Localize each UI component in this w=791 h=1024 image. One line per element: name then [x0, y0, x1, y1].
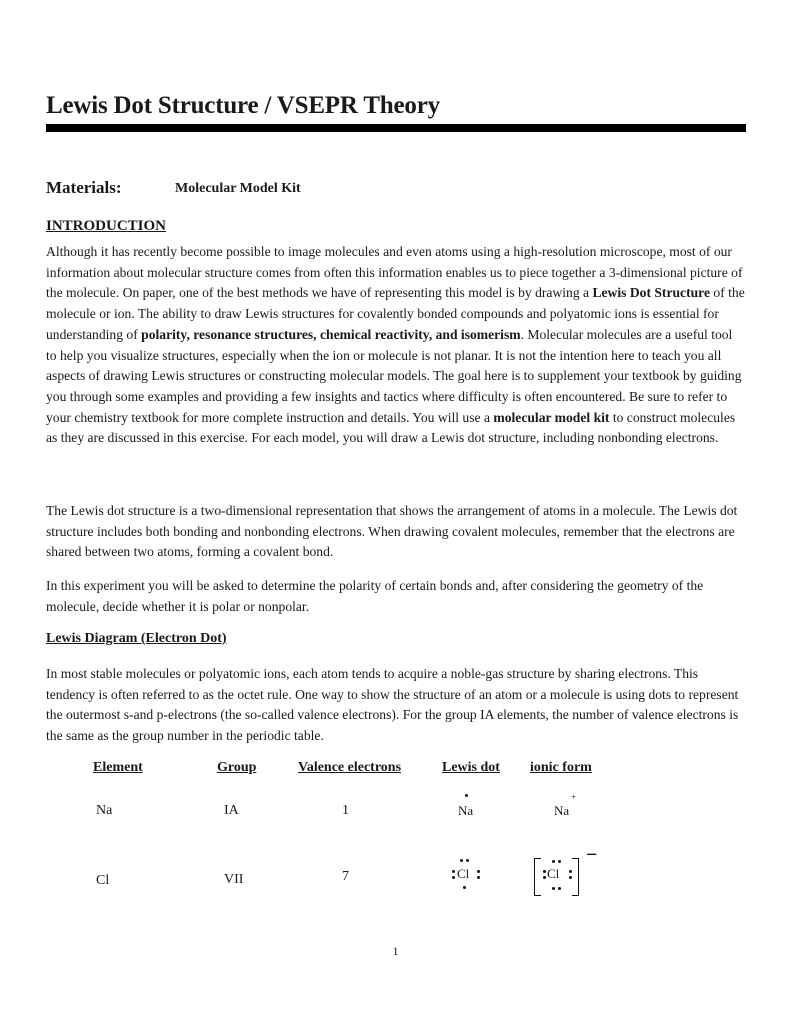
materials-value: Molecular Model Kit: [175, 181, 301, 196]
column-header-valence: Valence electrons: [298, 760, 402, 775]
group-cell: IA: [224, 803, 239, 818]
page-title: Lewis Dot Structure / VSEPR Theory: [46, 92, 440, 119]
valence-cell: 1: [342, 803, 349, 818]
lewis-paragraph: In most stable molecules or polyatomic ions, each atom tends to acquire a noble-gas structure by sharing electrons. This tendency is often referred to as the octet rule. One way to show the structure of an atom or a molecule is using dots to represent the outermost s-and p-electrons (the so-called valence electrons). For the group IA elements, the number of valence electrons is the same as the group number in the periodic table.: [46, 666, 739, 744]
column-header-ionic-form: ionic form: [530, 760, 592, 775]
element-cell: Na: [96, 803, 113, 818]
intro-paragraph-1: Although it has recently become possible to image molecules and even atoms using a high-resolution microscope, most of our information about molecular structure comes from often this information enables us to piece together a 3-dimensional picture of the molecule. On paper, one of the best methods we have of representing this model is by drawing a Lewis Dot Structure of the molecule or ion. The ability to draw Lewis structures for covalently bonded compounds and polyatomic ions is essential for understanding of polarity, resonance structures, chemical reactivity, and isomerism. Molecular molecules are a useful tool to help you visualize structures, especially when the ion or molecule is not planar. It is not the intention here to teach you all aspects of drawing Lewis structures or constructing molecular models. The goal here is to supplement your textbook by guiding you through some examples and providing a few insights and tactics where difficulty is often encountered. Be sure to refer to your chemistry textbook for more complete instruction and details. You will use a molecular model kit to construct molecules as they are discussed in this exercise. For each model, you will draw a Lewis dot structure, including nonbonding electrons.: [46, 244, 745, 446]
lewis-dot-cl: Cl: [448, 855, 488, 895]
introduction-heading: INTRODUCTION: [46, 218, 167, 234]
ion-charge: −: [586, 844, 598, 866]
column-header-group: Group: [217, 760, 257, 775]
right-bracket: [572, 858, 579, 896]
valence-cell: 7: [342, 869, 349, 884]
column-header-lewis-dot: Lewis dot: [442, 760, 500, 775]
left-bracket: [534, 858, 541, 896]
intro-paragraph-2: The Lewis dot structure is a two-dimensional representation that shows the arrangement of atoms in a molecule. The Lewis dot structure includes both bonding and nonbonding electrons. When drawing covalent molecules, remember that the electrons are shared between two atoms, forming a covalent bond.: [46, 503, 738, 560]
term-molecular-model-kit: molecular model kit: [493, 409, 610, 425]
ionic-form-cl: Cl −: [532, 850, 604, 898]
ion-charge: +: [571, 792, 577, 802]
group-cell: VII: [224, 872, 244, 887]
page-number: 1: [392, 944, 399, 958]
title-rule: [46, 124, 746, 132]
intro-paragraph-3: In this experiment you will be asked to determine the polarity of certain bonds and, after considering the geometry of the molecule, decide whether it is polar or nonpolar.: [46, 578, 704, 614]
ionic-form-na: Na +: [554, 792, 577, 818]
term-lewis-dot-structure: Lewis Dot Structure: [592, 285, 710, 301]
lewis-diagram-heading: Lewis Diagram (Electron Dot): [46, 631, 227, 646]
element-cell: Cl: [96, 873, 110, 888]
column-header-element: Element: [93, 760, 143, 775]
materials-label: Materials:: [46, 178, 122, 197]
lewis-dot-na: Na: [448, 790, 488, 820]
term-polarity-list: polarity, resonance structures, chemical reactivity, and isomerism: [141, 326, 521, 342]
